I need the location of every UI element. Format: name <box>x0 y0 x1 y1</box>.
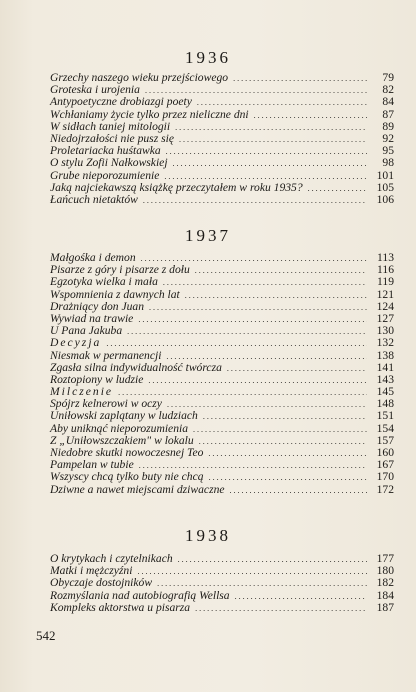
toc-section-1936 <box>50 72 394 206</box>
entry-page: 172 <box>376 482 394 496</box>
toc-entry <box>50 484 394 496</box>
entry-title: Wchłaniamy życie tylko przez nieliczne dni <box>50 107 249 121</box>
entry-page: 119 <box>377 275 394 289</box>
entry-page: 130 <box>376 324 394 338</box>
entry-page: 124 <box>376 299 394 313</box>
entry-title: O stylu Zofii Nałkowskiej <box>50 156 168 170</box>
entry-page: 157 <box>376 433 394 447</box>
entry-page: 160 <box>376 446 394 459</box>
entry-page: 177 <box>376 552 394 565</box>
entry-page: 170 <box>376 470 394 484</box>
entry-title: Egzotyka wielka i mała <box>50 275 158 289</box>
entry-page: 141 <box>376 360 394 374</box>
entry-title: Niesmak w permanencji <box>50 348 162 362</box>
toc-entry <box>50 337 394 349</box>
toc-entry <box>50 276 394 288</box>
entry-title: W sidłach taniej mitologii <box>50 119 171 133</box>
entry-title: Grzechy naszego wieku przejściowego <box>50 71 229 84</box>
entry-title: Uniłowski zaplątany w ludziach <box>50 409 198 423</box>
entry-title: Decyzja <box>50 336 102 350</box>
entry-page: 182 <box>376 576 394 590</box>
entry-page: 132 <box>376 336 394 350</box>
entry-title: Wszyscy chcą tylko buty nie chcą <box>50 470 204 484</box>
entry-title: Rozmyślania nad autobiografią Wellsa <box>50 588 230 602</box>
entry-title: Pampelan w tubie <box>50 458 134 472</box>
entry-page: 180 <box>376 564 394 578</box>
entry-title: Roztopiony w ludzie <box>50 372 144 386</box>
entry-page: 79 <box>382 71 394 84</box>
year-heading-1938: 1938 <box>185 526 231 545</box>
entry-page: 148 <box>376 397 394 411</box>
toc-entry <box>50 410 394 422</box>
entry-page: 84 <box>382 95 394 109</box>
entry-title: Antypoetyczne drobiazgi poety <box>50 95 192 109</box>
entry-title: Pisarze z góry i pisarze z dołu <box>50 263 190 277</box>
entry-page: 154 <box>376 421 394 435</box>
entry-title: U Pana Jakuba <box>50 324 123 338</box>
entry-title: O krytykach i czytelnikach <box>50 552 173 565</box>
page-number: 542 <box>36 628 56 643</box>
entry-page: 187 <box>376 600 394 614</box>
entry-title: Jaką najciekawszą książkę przeczytałem w roku 1935? <box>50 180 303 194</box>
entry-page: 82 <box>382 83 394 97</box>
entry-page: 116 <box>377 263 394 277</box>
entry-page: 95 <box>382 144 394 158</box>
toc-entry <box>50 423 394 435</box>
entry-title: Kompleks aktorstwa u pisarza <box>50 600 191 614</box>
entry-title: Proletariacka huśtawka <box>50 144 161 158</box>
entry-title: Grube nieporozumienie <box>50 168 160 182</box>
toc-entry <box>50 602 394 614</box>
toc-entry <box>50 577 394 589</box>
toc-entry <box>50 289 394 301</box>
entry-title: Niedojrzałości nie pusz się <box>50 131 174 145</box>
toc-entry <box>50 96 394 108</box>
entry-title: Groteska i urojenia <box>50 83 140 97</box>
entry-page: 121 <box>376 287 394 301</box>
toc-entry <box>50 170 394 182</box>
entry-title: Niedobre skutki nowoczesnej Teo <box>50 446 204 459</box>
entry-page: 105 <box>376 180 394 194</box>
entry-title: Łańcuch nietaktów <box>50 192 138 206</box>
toc-entry <box>50 325 394 337</box>
entry-page: 143 <box>376 372 394 386</box>
entry-title: Z „Uniłowszczakiem" w lokalu <box>50 433 194 447</box>
year-heading-1936: 1936 <box>185 48 231 67</box>
entry-page: 101 <box>376 168 394 182</box>
toc-section-1938 <box>50 553 394 614</box>
entry-page: 92 <box>382 131 394 145</box>
year-heading-1937: 1937 <box>185 226 231 245</box>
entry-page: 138 <box>376 348 394 362</box>
toc-entry <box>50 194 394 206</box>
entry-page: 145 <box>376 385 394 399</box>
dot-leader <box>230 484 367 497</box>
entry-page: 98 <box>382 156 394 170</box>
toc-entry <box>50 590 394 602</box>
entry-title: Wywiad na trawie <box>50 311 134 325</box>
entry-title: Drażniący don Juan <box>50 299 145 313</box>
entry-title: Obyczaje dostojników <box>50 576 153 590</box>
entry-title: Wspomnienia z dawnych lat <box>50 287 180 301</box>
entry-page: 167 <box>376 458 394 472</box>
entry-page: 113 <box>377 251 394 264</box>
entry-title: Matki i mężczyźni <box>50 564 133 578</box>
entry-title: Spójrz kelnerowi w oczy <box>50 397 162 411</box>
entry-title: Małgośka i demon <box>50 251 136 264</box>
entry-title: Aby uniknąć nieporozumienia <box>50 421 189 435</box>
toc-entry <box>50 157 394 169</box>
toc-entry <box>50 350 394 362</box>
dot-leader <box>195 602 367 615</box>
toc-entry <box>50 109 394 121</box>
entry-page: 87 <box>382 107 394 121</box>
entry-title: Zgasła silna indywidualność twórcza <box>50 360 222 374</box>
entry-page: 184 <box>376 588 394 602</box>
entry-page: 89 <box>382 119 394 133</box>
toc-entry <box>50 471 394 483</box>
toc-section-1937 <box>50 252 394 496</box>
entry-title: Milczenie <box>50 385 114 399</box>
entry-page: 106 <box>376 192 394 206</box>
dot-leader <box>143 194 367 207</box>
entry-title: Dziwne a nawet miejscami dziwaczne <box>50 482 225 496</box>
entry-page: 151 <box>376 409 394 423</box>
entry-page: 127 <box>376 311 394 325</box>
